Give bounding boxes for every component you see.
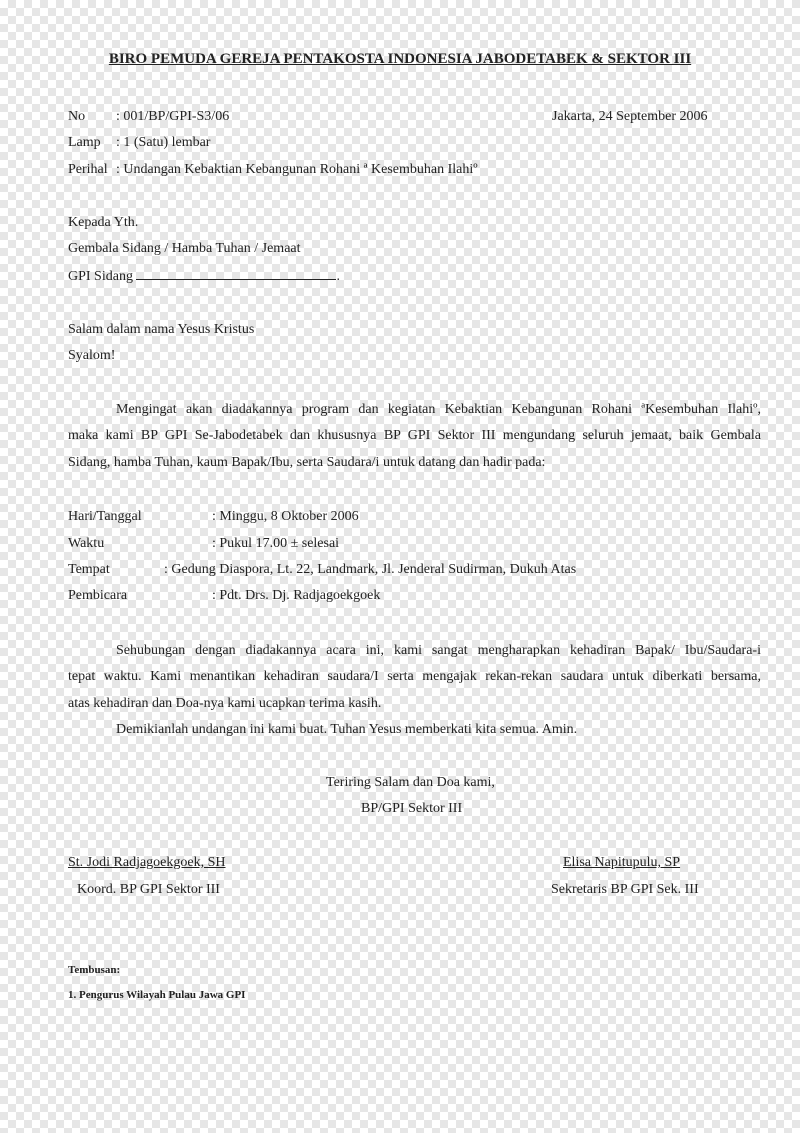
signatory-left-title: Koord. BP GPI Sektor III xyxy=(77,882,220,897)
tempat-label: Tempat xyxy=(68,562,110,577)
perihal-value: : Undangan Kebaktian Kebangunan Rohani ª Kesembuhan Ilahiº xyxy=(116,162,478,177)
closing-line1: Teriring Salam dan Doa kami, xyxy=(326,775,495,790)
no-label: No xyxy=(68,109,86,124)
letter-date: Jakarta, 24 September 2006 xyxy=(552,109,708,124)
body-para1-line2: maka kami BP GPI Se-Jabodetabek dan khususnya BP GPI Sektor III mengundang seluruh jemaat, baik Gembala xyxy=(68,428,761,443)
pembicara-value: : Pdt. Drs. Dj. Radjagoekgoek xyxy=(212,588,381,603)
lamp-value: : 1 (Satu) lembar xyxy=(116,135,211,150)
body-para1-line1: Mengingat akan diadakannya program dan kegiatan Kebaktian Kebangunan Rohani ªKesembuhan Ilahiº, xyxy=(116,402,761,417)
body-para1-line3: Sidang, hamba Tuhan, kaum Bapak/Ibu, serta Saudara/i untuk datang dan hadir pada: xyxy=(68,455,546,470)
gpi-sidang-blank-line xyxy=(136,267,336,280)
recipient-line2: Gembala Sidang / Hamba Tuhan / Jemaat xyxy=(68,241,301,256)
tempat-value: : Gedung Diaspora, Lt. 22, Landmark, Jl. Jenderal Sudirman, Dukuh Atas xyxy=(164,562,577,577)
waktu-label: Waktu xyxy=(68,536,105,551)
greeting-line2: Syalom! xyxy=(68,348,116,363)
lamp-label: Lamp xyxy=(68,135,101,150)
cc-label: Tembusan: xyxy=(68,964,121,976)
no-value: : 001/BP/GPI-S3/06 xyxy=(116,109,230,124)
signatory-right-name: Elisa Napitupulu, SP xyxy=(563,855,681,870)
perihal-label: Perihal xyxy=(68,162,108,177)
pembicara-label: Pembicara xyxy=(68,588,128,603)
signatory-left-name: St. Jodi Radjagoekgoek, SH xyxy=(68,855,226,870)
hari-value: : Minggu, 8 Oktober 2006 xyxy=(212,509,359,524)
recipient-line1: Kepada Yth. xyxy=(68,215,139,230)
waktu-value: : Pukul 17.00 ± selesai xyxy=(212,536,340,551)
gpi-sidang-label: GPI Sidang xyxy=(68,269,133,284)
body-para2-line3: atas kehadiran dan Doa-nya kami ucapkan terima kasih. xyxy=(68,696,382,711)
cc-item-1: 1. Pengurus Wilayah Pulau Jawa GPI xyxy=(68,989,246,1001)
closing-line2: BP/GPI Sektor III xyxy=(361,801,463,816)
letter-heading: BIRO PEMUDA GEREJA PENTAKOSTA INDONESIA JABODETABEK & SEKTOR III xyxy=(108,51,692,67)
body-para2-line1: Sehubungan dengan diadakannya acara ini, kami sangat mengharapkan kehadiran Bapak/ Ibu/Saudara-i xyxy=(116,643,761,658)
recipient-line3 xyxy=(68,267,340,286)
greeting-line1: Salam dalam nama Yesus Kristus xyxy=(68,322,255,337)
signatory-right-title: Sekretaris BP GPI Sek. III xyxy=(551,882,699,897)
body-para3: Demikianlah undangan ini kami buat. Tuhan Yesus memberkati kita semua. Amin. xyxy=(116,722,578,737)
gpi-sidang-end: . xyxy=(336,269,340,284)
body-para2-line2: tepat waktu. Kami menantikan kehadiran saudara/I serta mengajak rekan-rekan saudara untuk diberkati bersama, xyxy=(68,669,761,684)
hari-label: Hari/Tanggal xyxy=(68,509,142,524)
